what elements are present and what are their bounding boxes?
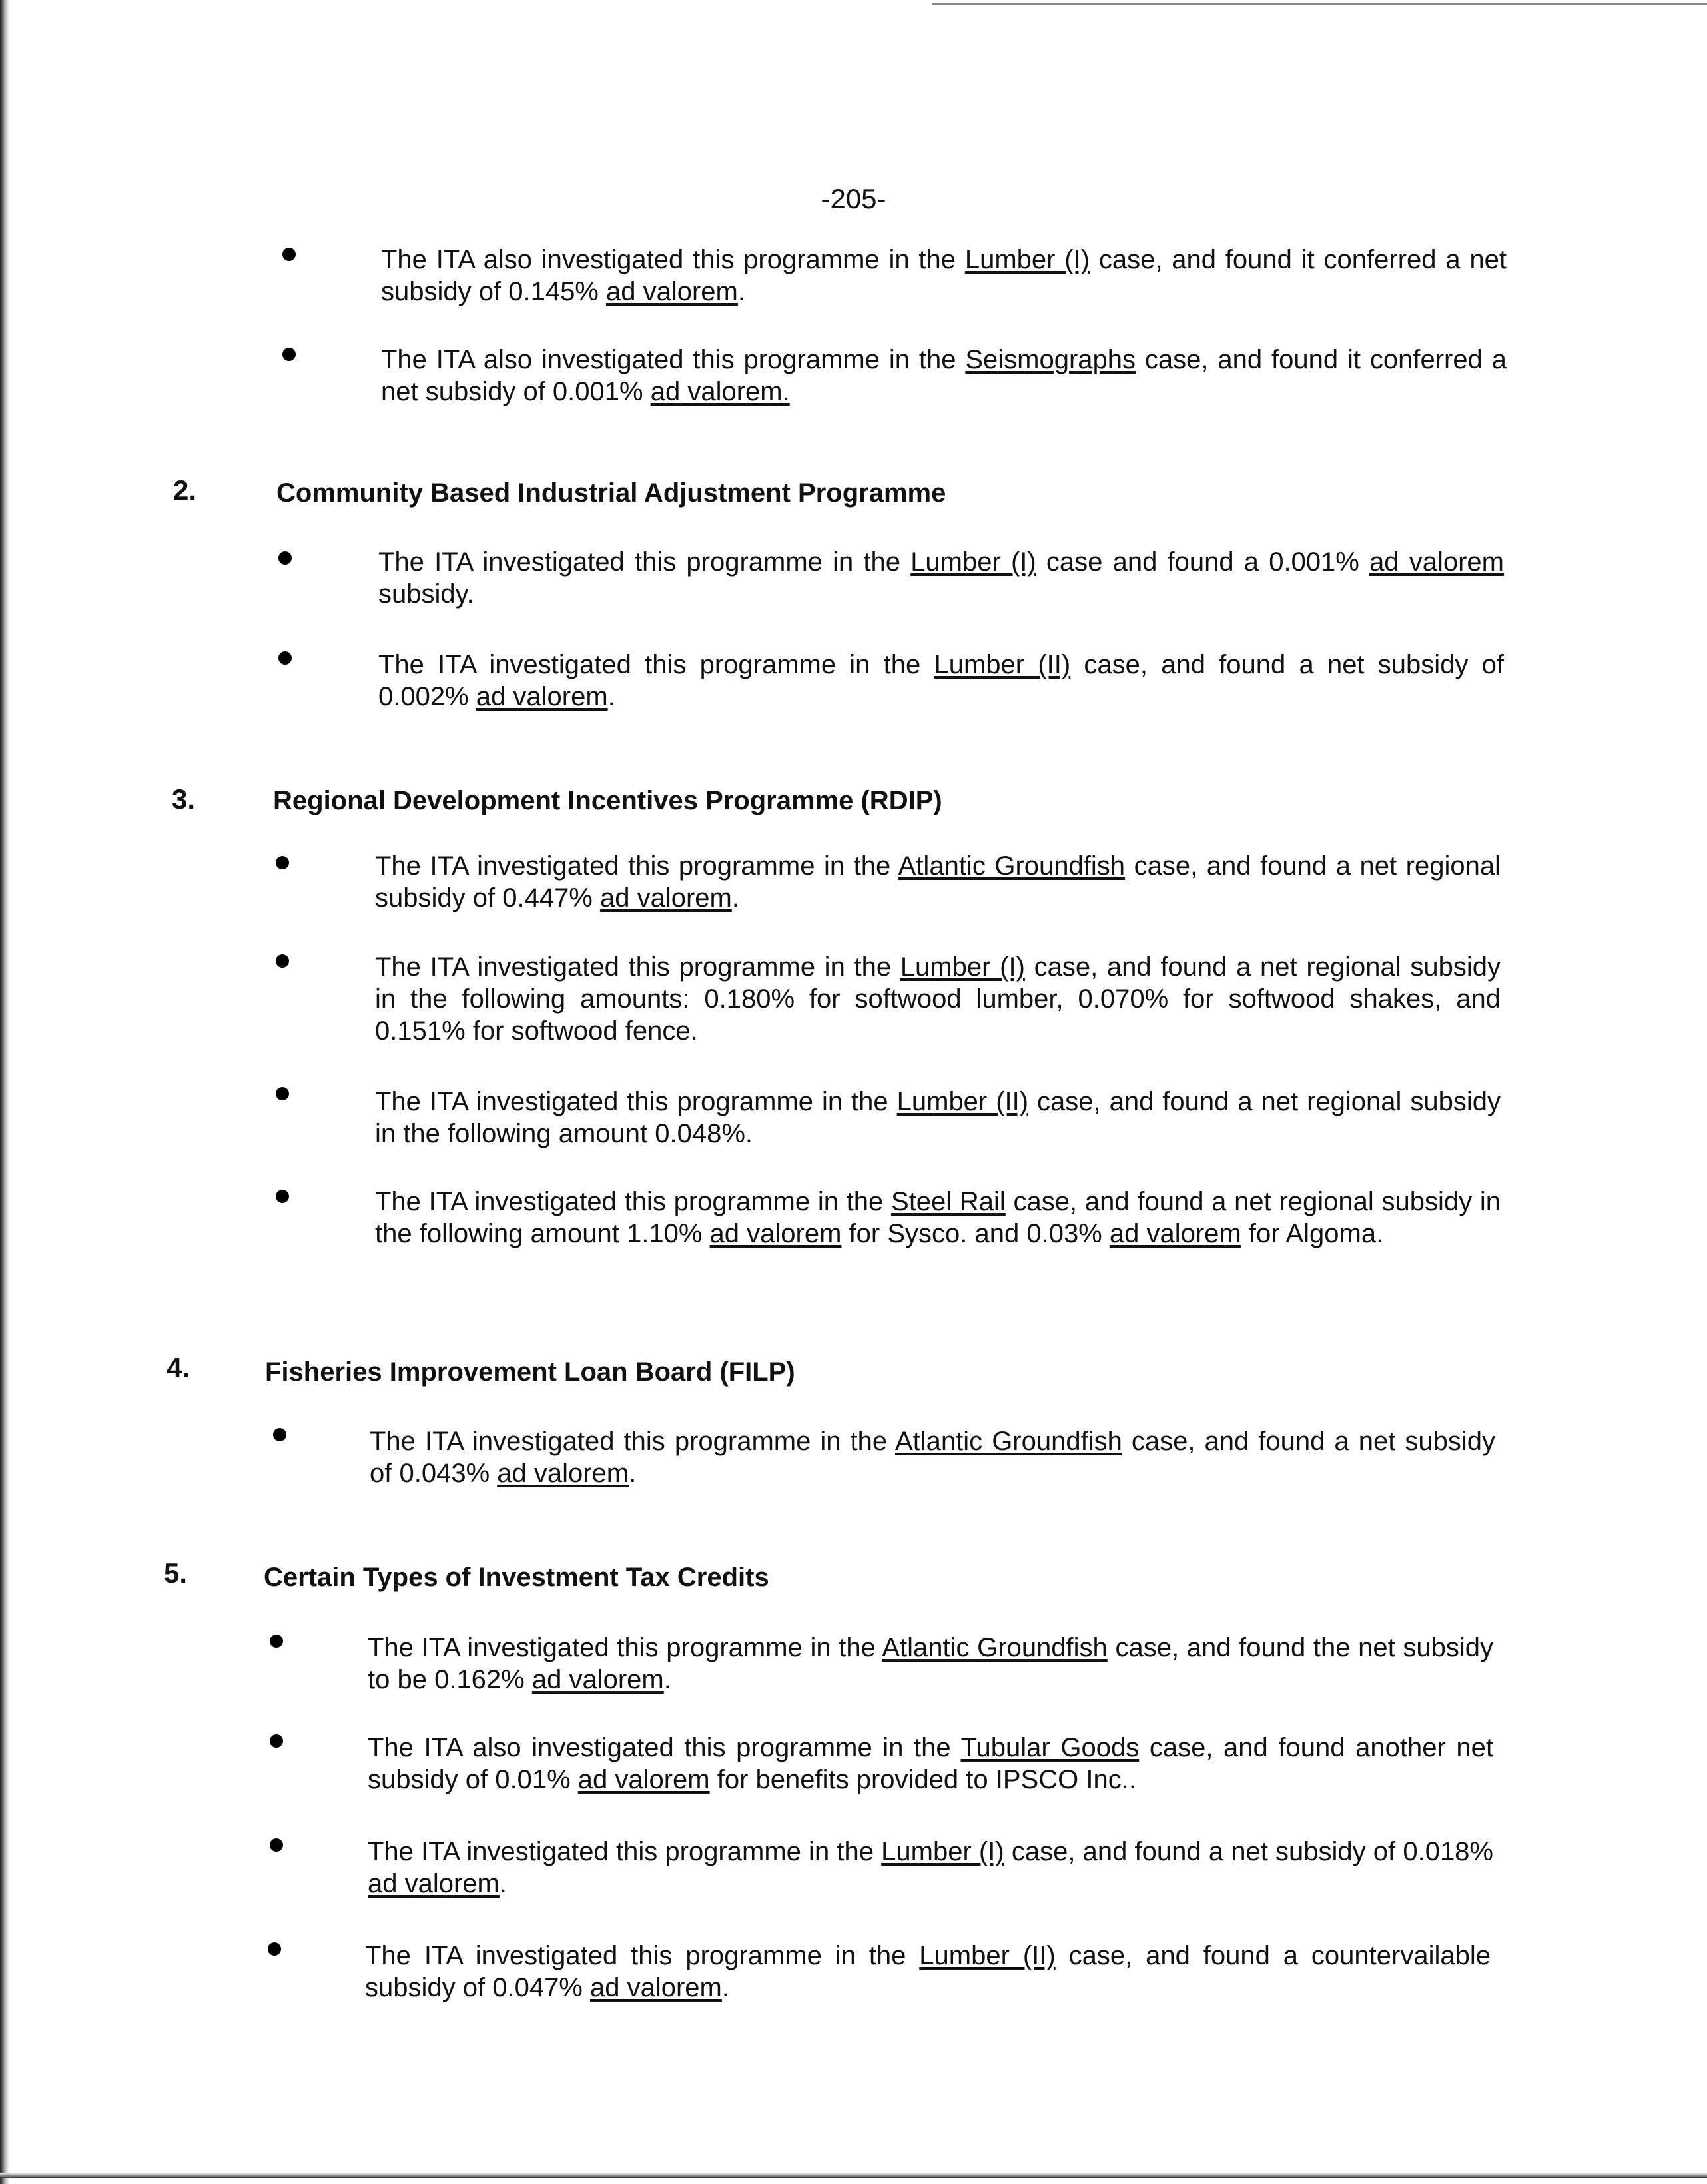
bullet-dot	[282, 248, 296, 261]
text-run: The ITA investigated this programme in the	[368, 1837, 882, 1866]
underlined-term: Seismographs	[965, 345, 1136, 374]
bullet-dot	[276, 1190, 289, 1203]
text-run: case, and found a net regional subsidy in the following amounts: 0.180% for softwood lumber, 0.070% for softwood shakes, and 0.151% for softwood fence.	[375, 952, 1501, 1046]
bullet-text	[381, 344, 1507, 408]
bullet-text	[375, 850, 1501, 914]
underlined-term: Tubular Goods	[960, 1733, 1140, 1762]
underlined-term: ad valorem	[577, 1765, 710, 1794]
text-run: case, and found a net subsidy of 0.002%	[378, 650, 1505, 711]
text-run: subsidy.	[378, 579, 474, 609]
underlined-term: ad valorem	[600, 883, 732, 912]
text-run: case, and found a net subsidy of 0.043%	[370, 1427, 1495, 1488]
bullet-text	[365, 1940, 1491, 2003]
text-run: The ITA investigated this programme in the	[368, 1633, 882, 1662]
underlined-term: Lumber (I)	[964, 245, 1090, 274]
underlined-term: Atlantic Groundfish	[894, 1427, 1122, 1456]
text-run: The ITA also investigated this programme in the	[381, 345, 966, 374]
text-run: The ITA investigated this programme in the	[370, 1427, 895, 1456]
bullet-dot	[268, 1942, 281, 1956]
bullet-dot	[276, 856, 289, 869]
underlined-term: Lumber (II)	[919, 1941, 1056, 1970]
underlined-term: Atlantic Groundfish	[898, 851, 1126, 881]
underlined-term: ad valorem	[590, 1973, 722, 2002]
section-number: 4.	[167, 1352, 190, 1383]
text-run: for Sysco. and 0.03%	[841, 1219, 1110, 1248]
bullet-text	[381, 244, 1507, 308]
text-run: The ITA investigated this programme in the	[375, 952, 900, 982]
underlined-term: ad valorem	[476, 682, 608, 711]
underlined-term: ad valorem	[709, 1219, 842, 1248]
section-title: Regional Development Incentives Programme (RDIP)	[273, 786, 942, 815]
bullet-text	[375, 1186, 1501, 1250]
bullet-dot	[276, 1087, 289, 1100]
text-run: The ITA investigated this programme in the	[378, 547, 911, 577]
text-run: for Algoma.	[1241, 1219, 1384, 1248]
underlined-term: Lumber (I)	[910, 547, 1036, 577]
section-title: Community Based Industrial Adjustment Programme	[276, 478, 946, 508]
text-run: case, and found a net regional subsidy in the following amount 0.048%.	[375, 1087, 1501, 1148]
text-run: The ITA investigated this programme in the	[365, 1941, 920, 1970]
bullet-dot	[282, 348, 296, 361]
text-run: The ITA investigated this programme in the	[378, 650, 934, 679]
text-run: case, and found a net regional subsidy of 0.447%	[375, 851, 1501, 912]
underlined-term: ad valorem	[1109, 1219, 1241, 1248]
text-run: for benefits provided to IPSCO Inc..	[709, 1765, 1136, 1794]
bullet-dot	[270, 1734, 283, 1748]
bullet-text	[368, 1632, 1493, 1696]
underlined-term: Lumber (I)	[900, 952, 1025, 982]
text-run: .	[499, 1869, 507, 1898]
text-run: case, and found the net subsidy to be 0.162%	[368, 1633, 1493, 1694]
underlined-term: ad valorem	[368, 1869, 500, 1898]
underlined-term: Lumber (II)	[896, 1087, 1029, 1116]
underlined-term: Atlantic Groundfish	[882, 1633, 1108, 1662]
text-run: case, and found a net subsidy of 0.018%	[1004, 1837, 1493, 1866]
bullet-text	[368, 1836, 1493, 1900]
underlined-term: Steel Rail	[891, 1187, 1006, 1216]
underlined-term: ad valorem	[1369, 547, 1504, 577]
text-run: .	[731, 883, 739, 912]
section-number: 5.	[164, 1557, 188, 1589]
text-run: The ITA investigated this programme in the	[375, 1187, 892, 1216]
text-run: The ITA investigated this programme in the	[375, 1087, 897, 1116]
text-run: case, and found it conferred a net subsidy of 0.145%	[381, 245, 1507, 306]
text-run: The ITA also investigated this programme in the	[368, 1733, 961, 1762]
bullet-text	[370, 1425, 1495, 1489]
text-run: .	[663, 1665, 671, 1694]
underlined-term: ad valorem.	[650, 377, 790, 406]
underlined-term: Lumber (I)	[881, 1837, 1004, 1866]
text-run: case and found a 0.001%	[1036, 547, 1370, 577]
bullet-dot	[276, 954, 289, 968]
bullet-text	[368, 1732, 1493, 1796]
text-run: case, and found another net subsidy of 0.01%	[368, 1733, 1494, 1794]
section-title: Fisheries Improvement Loan Board (FILP)	[265, 1357, 795, 1387]
bullet-dot	[273, 1428, 286, 1441]
text-run: .	[607, 682, 615, 711]
underlined-term: Lumber (II)	[934, 650, 1071, 679]
text-run: The ITA also investigated this programme in the	[381, 245, 965, 274]
bullet-dot	[270, 1838, 283, 1852]
text-run: .	[737, 277, 745, 306]
bullet-text	[378, 649, 1504, 713]
section-title: Certain Types of Investment Tax Credits	[264, 1563, 769, 1592]
text-run: .	[721, 1973, 729, 2002]
underlined-term: ad valorem	[531, 1665, 664, 1694]
bullet-text	[378, 546, 1504, 610]
bullet-dot	[278, 551, 292, 565]
bullet-text	[375, 1086, 1501, 1150]
bullet-dot	[270, 1635, 283, 1648]
bullet-text	[375, 951, 1501, 1047]
underlined-term: ad valorem	[606, 277, 738, 306]
section-number: 2.	[173, 474, 197, 506]
text-run: case, and found a net regional subsidy in the following amount 1.10%	[375, 1187, 1501, 1248]
page-number: -205-	[821, 183, 886, 214]
text-run: case, and found a countervailable subsidy of 0.047%	[365, 1941, 1491, 2002]
text-run: case, and found it conferred a net subsidy of 0.001%	[381, 345, 1507, 406]
section-number: 3.	[172, 783, 196, 815]
bullet-dot	[278, 651, 292, 665]
text-run: The ITA investigated this programme in the	[375, 851, 898, 881]
underlined-term: ad valorem	[497, 1459, 629, 1488]
text-run: .	[629, 1459, 637, 1488]
